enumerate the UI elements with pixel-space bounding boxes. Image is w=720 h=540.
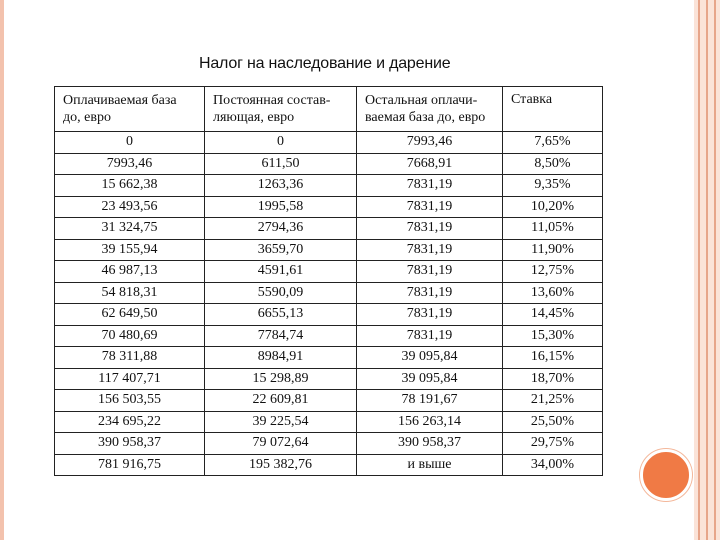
cell-rate: 25,50% — [503, 411, 603, 433]
cell-remaining-base: 7668,91 — [357, 153, 503, 175]
table-row — [55, 218, 603, 240]
cell-remaining-base: 7993,46 — [357, 132, 503, 154]
cell-remaining-base: и выше — [357, 454, 503, 476]
cell-rate: 11,05% — [503, 218, 603, 240]
table-row — [55, 347, 603, 369]
cell-taxable-base: 781 916,75 — [55, 454, 205, 476]
cell-fixed-component: 195 382,76 — [205, 454, 357, 476]
cell-remaining-base: 7831,19 — [357, 304, 503, 326]
table-row — [55, 325, 603, 347]
header-line: Постоянная состав- — [213, 93, 331, 108]
cell-remaining-base: 78 191,67 — [357, 390, 503, 412]
cell-rate: 7,65% — [503, 132, 603, 154]
cell-fixed-component: 611,50 — [205, 153, 357, 175]
cell-remaining-base: 7831,19 — [357, 239, 503, 261]
cell-taxable-base: 70 480,69 — [55, 325, 205, 347]
cell-remaining-base: 7831,19 — [357, 218, 503, 240]
cell-rate: 14,45% — [503, 304, 603, 326]
table-body — [55, 132, 603, 476]
table-row — [55, 153, 603, 175]
cell-taxable-base: 39 155,94 — [55, 239, 205, 261]
cell-rate: 21,25% — [503, 390, 603, 412]
table-row — [55, 261, 603, 283]
cell-rate: 18,70% — [503, 368, 603, 390]
cell-fixed-component: 6655,13 — [205, 304, 357, 326]
cell-remaining-base: 156 263,14 — [357, 411, 503, 433]
cell-remaining-base: 7831,19 — [357, 196, 503, 218]
table-row — [55, 282, 603, 304]
cell-rate: 12,75% — [503, 261, 603, 283]
stripe-line — [698, 0, 700, 540]
cell-taxable-base: 54 818,31 — [55, 282, 205, 304]
decorative-side-stripes — [694, 0, 720, 540]
cell-fixed-component: 22 609,81 — [205, 390, 357, 412]
cell-rate: 34,00% — [503, 454, 603, 476]
header-fixed-component — [205, 87, 357, 132]
table-row — [55, 132, 603, 154]
cell-fixed-component: 15 298,89 — [205, 368, 357, 390]
table-row — [55, 175, 603, 197]
table-row — [55, 368, 603, 390]
cell-fixed-component: 79 072,64 — [205, 433, 357, 455]
cell-fixed-component: 2794,36 — [205, 218, 357, 240]
cell-rate: 11,90% — [503, 239, 603, 261]
header-line: ляющая, евро — [213, 110, 295, 125]
cell-taxable-base: 156 503,55 — [55, 390, 205, 412]
cell-fixed-component: 5590,09 — [205, 282, 357, 304]
cell-fixed-component: 39 225,54 — [205, 411, 357, 433]
cell-taxable-base: 390 958,37 — [55, 433, 205, 455]
cell-fixed-component: 1995,58 — [205, 196, 357, 218]
cell-taxable-base: 234 695,22 — [55, 411, 205, 433]
slide-title: Налог на наследование и дарение — [199, 55, 451, 72]
cell-remaining-base: 39 095,84 — [357, 368, 503, 390]
header-line: ваемая база до, евро — [365, 110, 486, 125]
cell-rate: 16,15% — [503, 347, 603, 369]
table-row — [55, 454, 603, 476]
cell-rate: 8,50% — [503, 153, 603, 175]
table-row — [55, 433, 603, 455]
cell-remaining-base: 390 958,37 — [357, 433, 503, 455]
slide-left-border — [0, 0, 4, 540]
cell-rate: 29,75% — [503, 433, 603, 455]
stripe-line — [706, 0, 708, 540]
table-row — [55, 304, 603, 326]
header-line: Оплачиваемая база — [63, 93, 177, 108]
cell-taxable-base: 15 662,38 — [55, 175, 205, 197]
cell-rate: 15,30% — [503, 325, 603, 347]
cell-fixed-component: 0 — [205, 132, 357, 154]
cell-remaining-base: 39 095,84 — [357, 347, 503, 369]
table-header-row — [55, 87, 603, 132]
cell-fixed-component: 8984,91 — [205, 347, 357, 369]
cell-fixed-component: 7784,74 — [205, 325, 357, 347]
decorative-orange-circle — [640, 449, 692, 501]
cell-rate: 13,60% — [503, 282, 603, 304]
header-taxable-base — [55, 87, 205, 132]
cell-rate: 9,35% — [503, 175, 603, 197]
header-line: Остальная оплачи- — [365, 93, 478, 108]
cell-remaining-base: 7831,19 — [357, 282, 503, 304]
table-row — [55, 411, 603, 433]
header-remaining-base — [357, 87, 503, 132]
cell-remaining-base: 7831,19 — [357, 261, 503, 283]
table-row — [55, 239, 603, 261]
stripe-line — [714, 0, 716, 540]
cell-taxable-base: 62 649,50 — [55, 304, 205, 326]
cell-taxable-base: 46 987,13 — [55, 261, 205, 283]
header-rate — [503, 87, 603, 132]
cell-taxable-base: 31 324,75 — [55, 218, 205, 240]
cell-remaining-base: 7831,19 — [357, 175, 503, 197]
cell-fixed-component: 1263,36 — [205, 175, 357, 197]
cell-taxable-base: 117 407,71 — [55, 368, 205, 390]
table-row — [55, 196, 603, 218]
cell-taxable-base: 0 — [55, 132, 205, 154]
cell-taxable-base: 78 311,88 — [55, 347, 205, 369]
header-line: до, евро — [63, 110, 111, 125]
table-row — [55, 390, 603, 412]
header-line: Ставка — [511, 92, 553, 107]
cell-fixed-component: 3659,70 — [205, 239, 357, 261]
cell-taxable-base: 7993,46 — [55, 153, 205, 175]
cell-remaining-base: 7831,19 — [357, 325, 503, 347]
cell-rate: 10,20% — [503, 196, 603, 218]
cell-taxable-base: 23 493,56 — [55, 196, 205, 218]
tax-rate-table — [54, 86, 603, 476]
cell-fixed-component: 4591,61 — [205, 261, 357, 283]
